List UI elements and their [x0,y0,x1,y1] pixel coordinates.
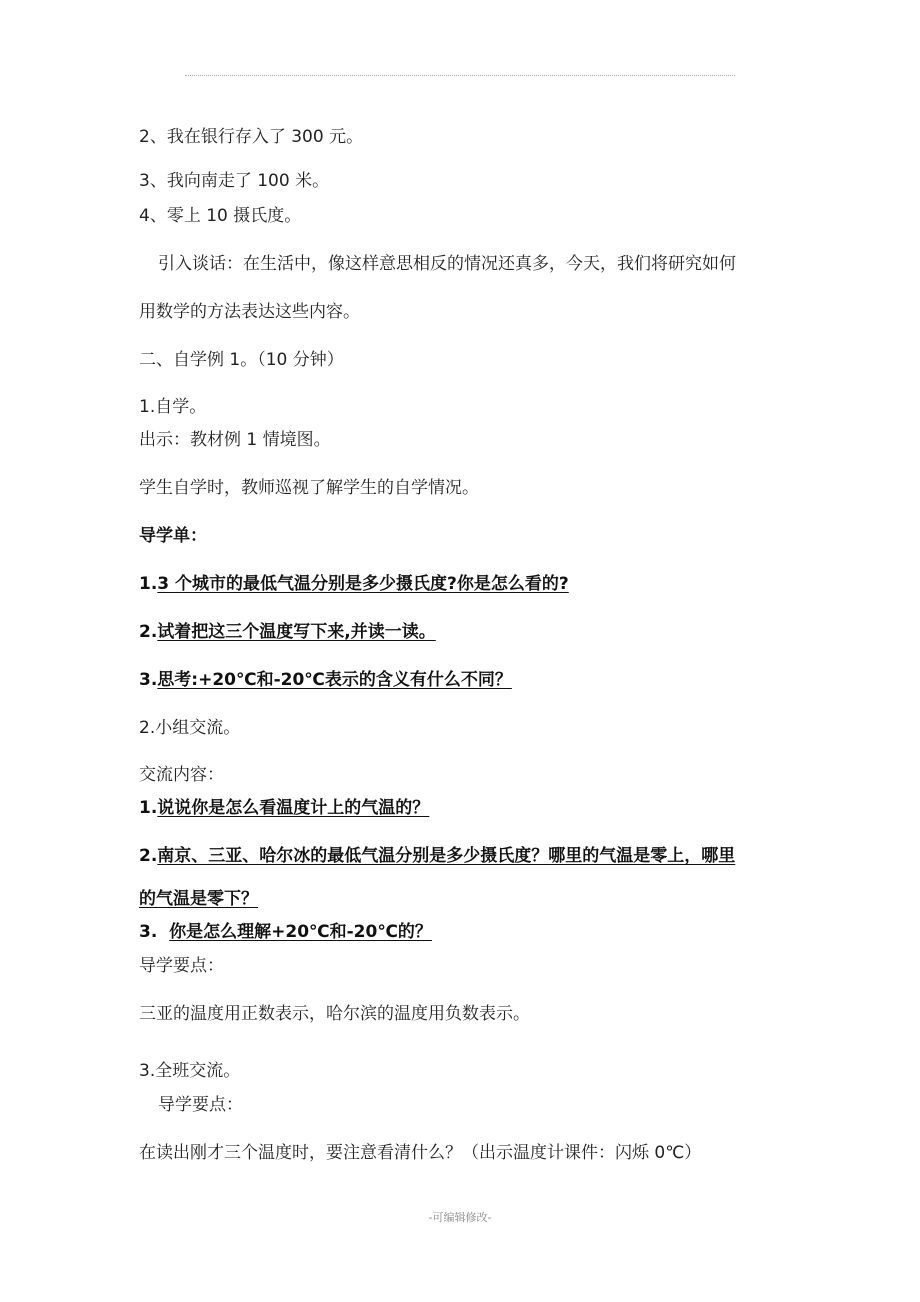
paragraph: 2、我在银行存入了 300 元。 [139,127,364,147]
item-text: 南京、三亚、哈尔冰的最低气温分别是多少摄氏度？哪里的气温是零上，哪里 [157,846,736,866]
paragraph: 交流内容： [139,765,224,785]
item-text: 3 个城市的最低气温分别是多少摄氏度?你是怎么看的? [157,574,569,594]
exchange-item [139,845,735,867]
exchange-item [139,797,429,819]
paragraph: 3.全班交流。 [139,1061,241,1081]
guide-item [139,669,512,691]
page-footer: -可编辑修改- [428,1211,492,1224]
paragraph: 出示：教材例 1 情境图。 [139,430,331,450]
paragraph: 4、零上 10 摄氏度。 [139,206,302,226]
paragraph: 用数学的方法表达这些内容。 [139,302,360,322]
item-text: 你是怎么理解+20℃和-20℃的？ [169,922,432,942]
guide-heading: 导学单： [139,526,207,546]
exchange-item [139,921,432,943]
item-number: 2. [139,622,158,642]
header-rule [185,75,735,76]
section-heading: 二、自学例 1。（10 分钟） [139,350,344,370]
paragraph: 导学要点： [158,1095,243,1115]
item-number: 3. [139,922,158,942]
item-number: 3. [139,670,158,690]
paragraph: 1.自学。 [139,397,207,417]
paragraph: 3、我向南走了 100 米。 [139,171,330,191]
item-number: 2. [139,846,158,866]
paragraph: 导学要点： [139,956,224,976]
exchange-item-continued [139,888,258,910]
item-number: 1. [139,798,158,818]
paragraph: 引入谈话：在生活中，像这样意思相反的情况还真多，今天，我们将研究如何 [158,254,736,274]
item-text: 思考:+20℃和-20℃表示的含义有什么不同？ [157,670,512,690]
item-text: 说说你是怎么看温度计上的气温的？ [157,798,430,818]
item-text: 试着把这三个温度写下来,并读一读。 [157,622,436,642]
paragraph: 三亚的温度用正数表示，哈尔滨的温度用负数表示。 [139,1004,530,1024]
guide-item [139,621,436,643]
paragraph: 在读出刚才三个温度时，要注意看清什么？（出示温度计课件：闪烁 0℃） [139,1143,702,1163]
guide-item [139,573,569,595]
paragraph: 2.小组交流。 [139,718,241,738]
item-number: 1. [139,574,158,594]
item-text: 的气温是零下？ [139,889,258,909]
paragraph: 学生自学时，教师巡视了解学生的自学情况。 [139,478,479,498]
